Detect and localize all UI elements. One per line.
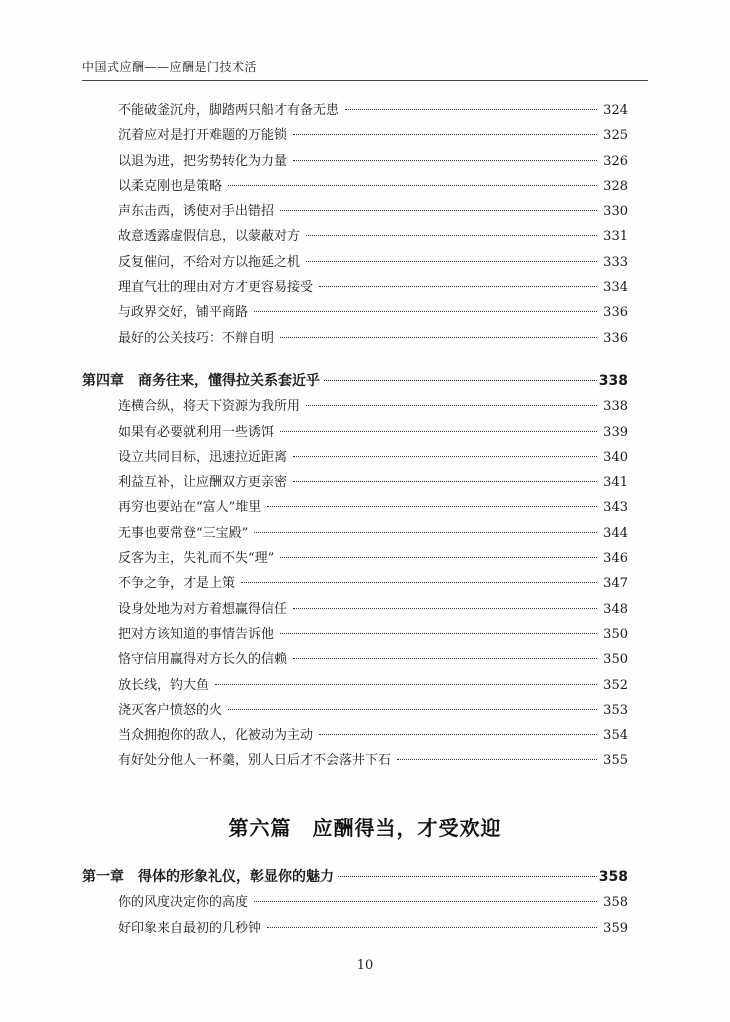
- dot-leader: [319, 286, 597, 287]
- toc-entry-label: 恪守信用赢得对方长久的信赖: [118, 652, 288, 668]
- dot-leader: [254, 532, 597, 533]
- toc-entry-label: 以退为进，把劣势转化为力量: [118, 153, 288, 169]
- toc-entry-label: 声东击西，诱使对手出错招: [118, 204, 275, 220]
- dot-leader: [267, 506, 597, 507]
- dot-leader: [280, 633, 597, 634]
- toc-entry-label: 故意透露虚假信息，以蒙蔽对方: [118, 229, 301, 245]
- toc-entry-page: 326: [603, 153, 628, 169]
- toc-entry: [82, 749, 628, 774]
- dot-leader: [293, 608, 597, 609]
- toc-entry-label: 连横合纵，将天下资源为我所用: [118, 399, 301, 415]
- toc-entry: [82, 200, 628, 225]
- dot-leader: [228, 709, 597, 710]
- toc-chapter-4: [82, 370, 628, 775]
- page-number: 10: [356, 958, 374, 973]
- dot-leader: [215, 684, 597, 685]
- toc-entry-page: 333: [603, 254, 628, 270]
- toc-entry: [82, 496, 628, 521]
- part-title: 第六篇 应酬得当，才受欢迎: [228, 816, 502, 840]
- toc-entry-label: 与政界交好，铺平商路: [118, 305, 249, 321]
- chapter-title: 第四章 商务往来，懂得拉关系套近乎: [82, 373, 320, 389]
- toc-entry: [82, 547, 628, 572]
- dot-leader: [324, 380, 597, 381]
- toc-entry-page: 355: [603, 753, 628, 769]
- toc-entry-page: 328: [603, 178, 628, 194]
- toc-entry-page: 350: [603, 626, 628, 642]
- running-header: 中国式应酬——应酬是门技术活: [82, 60, 258, 74]
- toc-entry: [82, 327, 628, 352]
- toc-entry-page: 346: [603, 551, 628, 567]
- toc-entry-label: 反复催问，不给对方以拖延之机: [118, 254, 301, 270]
- toc-entry-page: 347: [603, 576, 628, 592]
- toc-entry-page: 359: [603, 920, 628, 936]
- toc-entry-label: 沉着应对是打开难题的万能锁: [118, 128, 288, 144]
- dot-leader: [280, 337, 597, 338]
- toc-entry-label: 再穷也要站在“富人”堆里: [118, 500, 262, 516]
- dot-leader: [306, 405, 597, 406]
- toc-entry-page: 331: [603, 229, 628, 245]
- toc-entry-page: 354: [603, 728, 628, 744]
- toc-entry-page: 336: [603, 330, 628, 346]
- toc-entry-page: 338: [603, 399, 628, 415]
- toc-entry-label: 放长线，钓大鱼: [118, 677, 210, 693]
- dot-leader: [293, 456, 597, 457]
- toc-entry-page: 334: [603, 280, 628, 296]
- toc-entry-label: 理直气壮的理由对方才更容易接受: [118, 280, 314, 296]
- toc-entry-label: 无事也要常登“三宝殿”: [118, 525, 249, 541]
- toc-entry: [82, 598, 628, 623]
- dot-leader: [319, 734, 597, 735]
- dot-leader: [280, 431, 597, 432]
- toc-entry-page: 341: [603, 475, 628, 491]
- dot-leader: [293, 160, 597, 161]
- toc-entry: [82, 522, 628, 547]
- chapter-heading: [82, 370, 628, 395]
- dot-leader: [280, 557, 597, 558]
- toc-entry: [82, 99, 628, 124]
- toc-entry: [82, 225, 628, 250]
- toc-entry-label: 利益互补，让应酬双方更亲密: [118, 475, 288, 491]
- dot-leader: [241, 582, 597, 583]
- chapter-title: 第一章 得体的形象礼仪，彰显你的魅力: [82, 869, 334, 885]
- dot-leader: [293, 658, 597, 659]
- toc-entry: [82, 699, 628, 724]
- toc-entry-label: 你的风度决定你的高度: [118, 895, 249, 911]
- toc-section-1: [82, 99, 628, 352]
- toc-entry-label: 反客为主，失礼而不失“理”: [118, 551, 275, 567]
- chapter-heading: [82, 866, 628, 891]
- toc-entry: [82, 251, 628, 276]
- dot-leader: [293, 481, 597, 482]
- toc-entry-page: 339: [603, 424, 628, 440]
- dot-leader: [228, 185, 597, 186]
- toc-entry-page: 353: [603, 702, 628, 718]
- dot-leader: [293, 134, 597, 135]
- toc-entry: [82, 150, 628, 175]
- toc-entry-page: 343: [603, 500, 628, 516]
- toc-entry-label: 设立共同目标，迅速拉近距离: [118, 449, 288, 465]
- toc-entry-label: 有好处分他人一杯羹，别人日后才不会落井下石: [118, 753, 392, 769]
- toc-entry-label: 浇灭客户愤怒的火: [118, 702, 223, 718]
- toc-entry: [82, 917, 628, 942]
- toc-entry-page: 330: [603, 204, 628, 220]
- toc-entry-label: 如果有必要就利用一些诱饵: [118, 424, 275, 440]
- dot-leader: [267, 927, 597, 928]
- toc-entry: [82, 395, 628, 420]
- toc-entry: [82, 446, 628, 471]
- chapter-page: 358: [598, 869, 628, 885]
- dot-leader: [280, 210, 597, 211]
- toc-entry-page: 352: [603, 677, 628, 693]
- toc-entry-page: 324: [603, 103, 628, 118]
- toc-entry: [82, 276, 628, 301]
- toc-entry: [82, 175, 628, 200]
- toc-entry: [82, 421, 628, 446]
- toc-entry-page: 340: [603, 449, 628, 465]
- toc-entry-page: 358: [603, 895, 628, 911]
- toc-entry-page: 348: [603, 601, 628, 617]
- dot-leader: [254, 311, 597, 312]
- toc-entry-label: 不能破釜沉舟，脚踏两只船才有备无患: [118, 103, 340, 118]
- toc-entry: [82, 674, 628, 699]
- toc-entry-label: 设身处地为对方着想赢得信任: [118, 601, 288, 617]
- dot-leader: [338, 876, 597, 877]
- toc-entry-label: 当众拥抱你的敌人，化被动为主动: [118, 728, 314, 744]
- toc-entry: [82, 572, 628, 597]
- toc-entry: [82, 301, 628, 326]
- toc-entry-label: 不争之争，才是上策: [118, 576, 236, 592]
- toc-entry-page: 325: [603, 128, 628, 144]
- toc-entry: [82, 648, 628, 673]
- toc-entry: [82, 471, 628, 496]
- toc-entry: [82, 891, 628, 916]
- toc-chapter-1: [82, 866, 628, 942]
- toc-entry-page: 336: [603, 305, 628, 321]
- dot-leader: [345, 109, 597, 110]
- toc-entry: [82, 124, 628, 149]
- toc-entry: [82, 623, 628, 648]
- toc-entry-page: 344: [603, 525, 628, 541]
- toc-entry: [82, 724, 628, 749]
- dot-leader: [306, 235, 597, 236]
- dot-leader: [306, 261, 597, 262]
- toc-entry-label: 好印象来自最初的几秒钟: [118, 920, 262, 936]
- header-rule: [82, 80, 648, 81]
- dot-leader: [254, 901, 597, 902]
- toc-entry-page: 350: [603, 652, 628, 668]
- toc-entry-label: 最好的公关技巧：不辩自明: [118, 330, 275, 346]
- chapter-page: 338: [598, 373, 628, 389]
- toc-entry-label: 以柔克刚也是策略: [118, 178, 223, 194]
- dot-leader: [397, 759, 597, 760]
- toc-entry-label: 把对方该知道的事情告诉他: [118, 626, 275, 642]
